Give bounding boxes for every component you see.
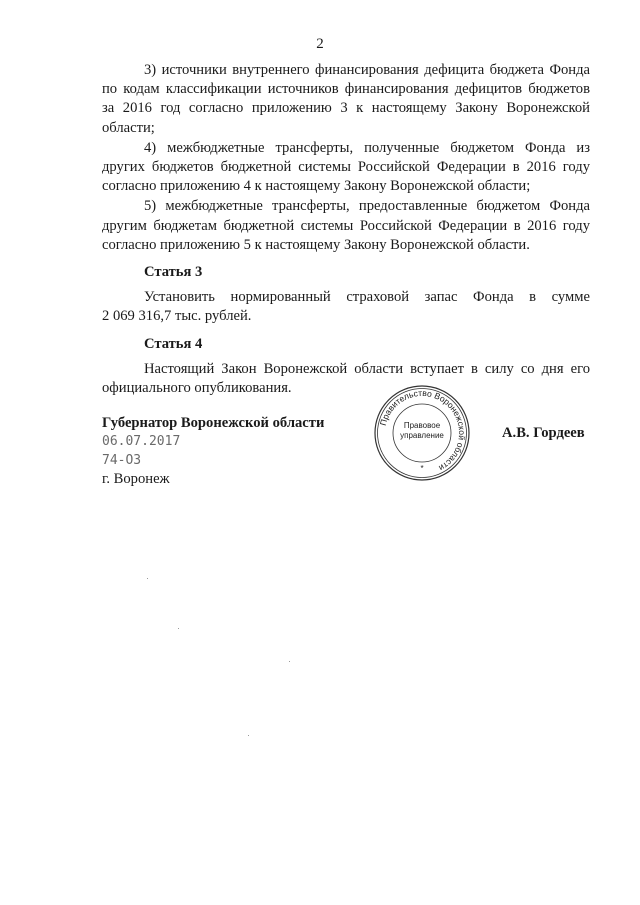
article-4-text: Настоящий Закон Воронежской области вступает в силу со дня его официального опубликования. xyxy=(102,360,590,397)
list-item-5: 5) межбюджетные трансферты, предоставленные бюджетом Фонда другим бюджетам бюджетной системы Российской Федерации в 2016 году согласно приложению 5 к настоящему Закону Воронежской области. xyxy=(102,198,590,253)
article-3-text-line2: 2 069 316,7 тыс. рублей. xyxy=(102,308,252,325)
seal-outer-text: Правительство Воронежской области xyxy=(377,387,468,474)
scan-speck xyxy=(147,578,148,579)
article-3-text-line1: Установить нормированный страховой запас Фонда в сумме xyxy=(144,289,590,306)
city-name: г. Воронеж xyxy=(102,471,170,487)
list-item-4: 4) межбюджетные трансферты, полученные бюджетом Фонда из других бюджетов бюджетной системы Российской Федерации в 2016 году согласно приложению 4 к настоящему Закону Воронежской области; xyxy=(102,139,590,195)
governor-name: А.В. Гордеев xyxy=(502,425,585,441)
seal-inner-text-1: Правовое xyxy=(403,421,441,430)
list-item-3: 3) источники внутреннего финансирования дефицита бюджета Фонда по кодам классификации источников финансирования дефицитов бюджетов за 2016 год согласно приложению 3 к настоящему Закону Воронежской области; xyxy=(102,62,590,136)
law-date: 06.07.2017 xyxy=(102,434,181,449)
scan-speck xyxy=(178,628,179,629)
law-number: 74-ОЗ xyxy=(102,453,142,468)
page-number: 2 xyxy=(316,36,324,52)
document-body xyxy=(102,61,590,398)
seal-star: * xyxy=(420,464,424,473)
governor-title: Губернатор Воронежской области xyxy=(102,415,325,431)
scan-speck xyxy=(289,661,290,662)
scan-speck xyxy=(248,735,249,736)
official-seal xyxy=(372,383,472,483)
article-3-heading: Статья 3 xyxy=(144,264,203,281)
signature-block xyxy=(102,415,324,469)
article-4-heading: Статья 4 xyxy=(144,335,203,352)
seal-inner-text-2: управление xyxy=(400,431,444,440)
